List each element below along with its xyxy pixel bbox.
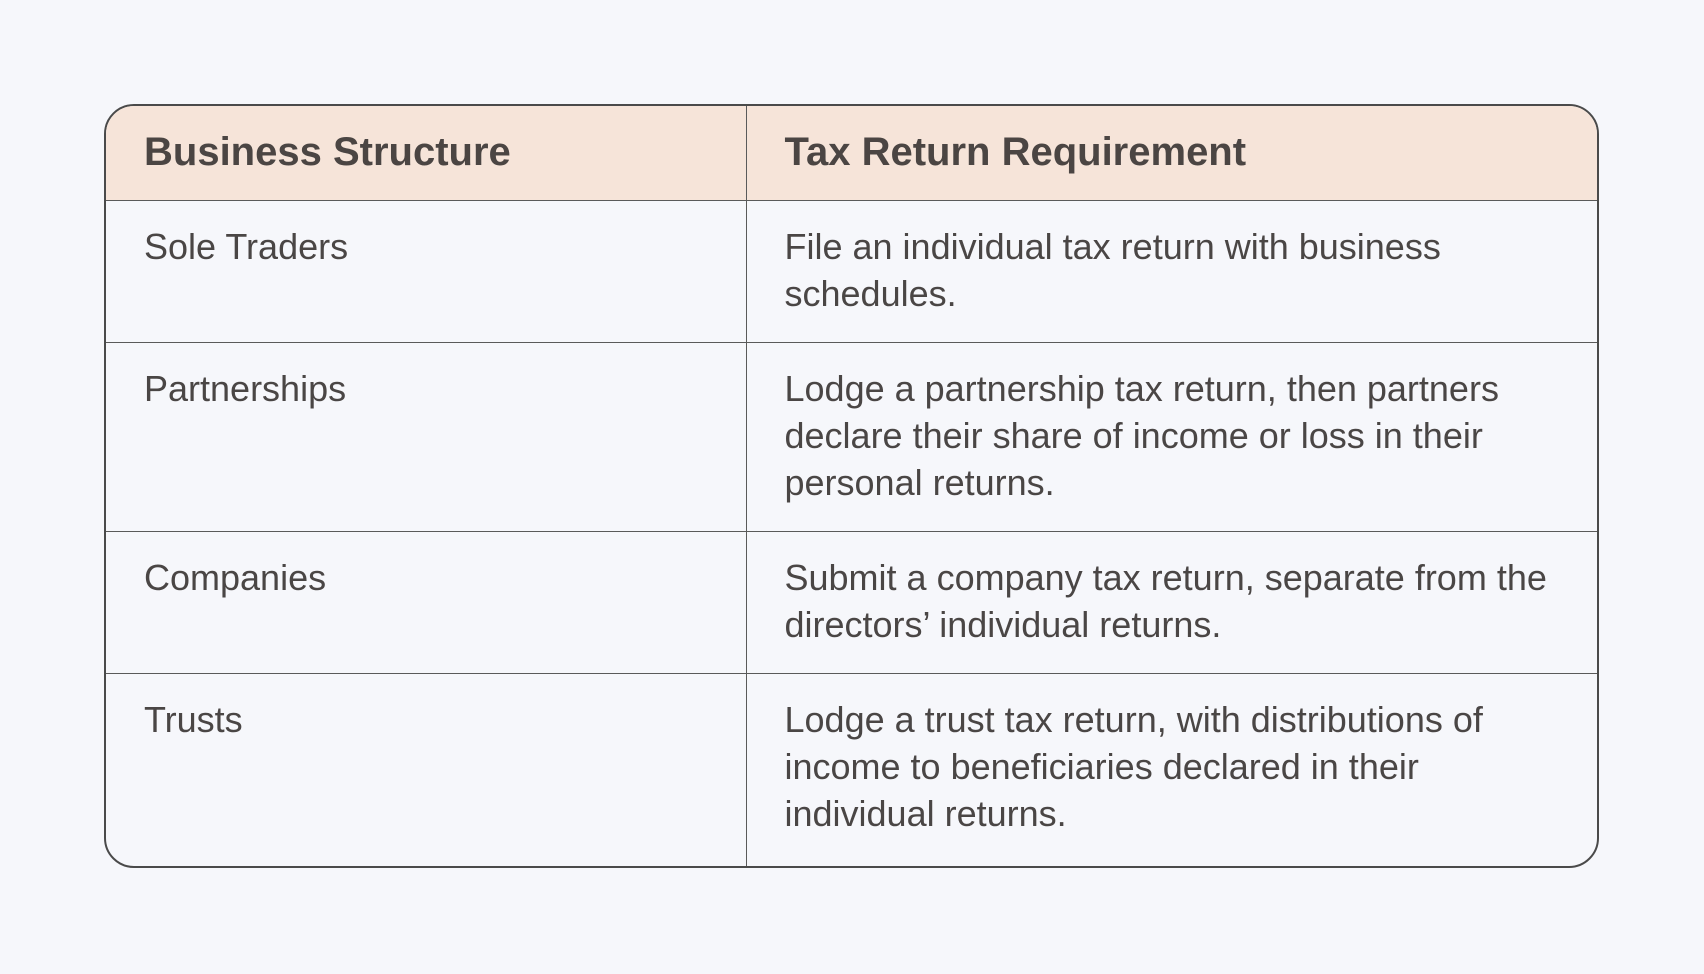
tax-requirement-cell: Lodge a partnership tax return, then partners declare their share of income or loss in their personal returns. [746,342,1597,531]
business-structure-cell: Sole Traders [106,200,746,342]
business-structure-cell: Partnerships [106,342,746,531]
tax-requirement-cell: Submit a company tax return, separate from the directors’ individual returns. [746,531,1597,673]
business-structure-cell: Companies [106,531,746,673]
table-header-row [106,106,1597,200]
table-row [106,200,1597,342]
table-body [106,200,1597,868]
table-row [106,673,1597,868]
tax-requirements-table [106,106,1597,868]
table-row [106,531,1597,673]
tax-requirements-table-container [104,104,1599,868]
column-header-business-structure: Business Structure [106,106,746,200]
table-row [106,342,1597,531]
business-structure-cell: Trusts [106,673,746,868]
column-header-tax-return-requirement: Tax Return Requirement [746,106,1597,200]
table-header [106,106,1597,200]
tax-requirement-cell: File an individual tax return with business schedules. [784,225,1441,314]
tax-requirement-cell: Lodge a trust tax return, with distributions of income to beneficiaries declared in their individual returns. [746,673,1597,868]
